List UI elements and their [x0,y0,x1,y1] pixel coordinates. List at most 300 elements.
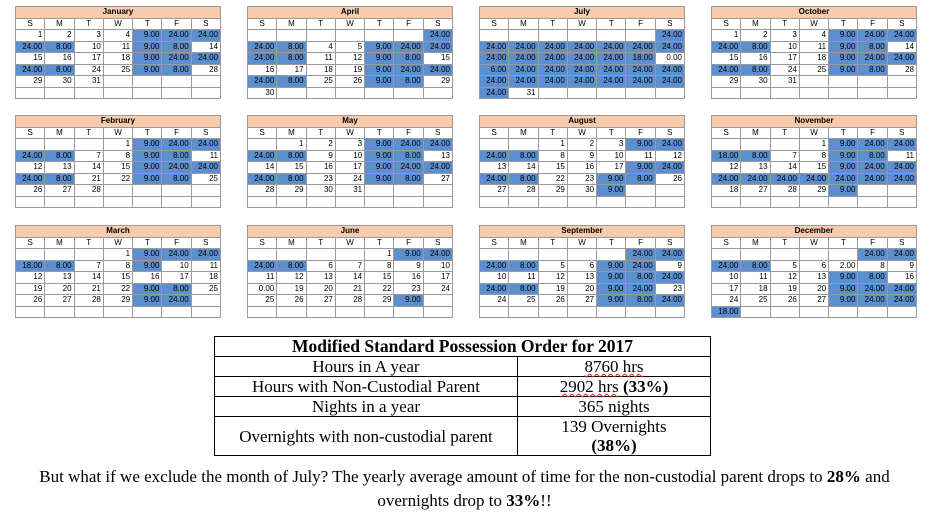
day-cell: 22 [103,283,132,295]
day-cell: 15 [712,53,741,65]
day-cell: 24.00 [423,64,452,76]
day-cell: 14 [770,162,799,174]
day-cell [365,306,394,318]
day-cell: 13 [799,272,828,284]
day-cell: 9.00 [829,185,858,197]
day-cell: 9.00 [829,41,858,53]
weekday-header: T [597,237,626,249]
day-cell: 9.00 [365,162,394,174]
day-cell: 31 [335,185,364,197]
day-cell: 19 [538,283,567,295]
day-cell: 25 [191,173,220,185]
weekday-header: M [277,127,306,139]
day-cell: 17 [277,64,306,76]
day-cell: 9.00 [365,150,394,162]
day-cell: 17 [597,162,626,174]
day-cell [741,196,770,208]
day-cell: 24.00 [394,139,423,151]
day-cell [277,30,306,42]
day-cell: 4 [799,30,828,42]
day-cell: 2 [567,139,596,151]
day-cell: 25 [306,76,335,88]
week-row [480,283,685,295]
week-row [480,41,685,53]
weekday-header: M [741,18,770,30]
day-cell: 11 [248,272,277,284]
day-cell: 13 [306,272,335,284]
day-cell [626,87,655,99]
day-cell: 15 [799,162,828,174]
summary-title-row [215,337,711,357]
day-cell [248,196,277,208]
day-cell: 11 [191,150,220,162]
weekday-header: M [741,127,770,139]
day-cell [277,249,306,261]
day-cell [191,76,220,88]
day-cell: 9.00 [133,295,162,307]
day-cell: 24.00 [887,295,916,307]
day-cell: 17 [335,162,364,174]
day-cell: 8.00 [45,150,74,162]
weekday-header: F [394,18,423,30]
day-cell: 8.00 [162,41,191,53]
day-cell: 28 [74,185,103,197]
day-cell [394,185,423,197]
day-cell: 24.00 [597,64,626,76]
week-row [712,64,917,76]
day-cell [887,196,916,208]
day-cell: 11 [509,272,538,284]
day-cell [335,30,364,42]
summary-row-hours-noncustodial [215,377,711,397]
day-cell [480,30,509,42]
day-cell [538,196,567,208]
day-cell: 3 [770,30,799,42]
day-cell [103,185,132,197]
weekday-header: S [16,127,45,139]
week-row [16,41,221,53]
day-cell: 9 [887,260,916,272]
weekday-header: S [887,127,916,139]
day-cell [16,306,45,318]
weekday-header: T [133,127,162,139]
week-row [248,53,453,65]
day-cell: 17 [74,53,103,65]
day-cell: 24.00 [567,64,596,76]
day-cell: 5 [538,260,567,272]
month-title: February [16,116,221,128]
day-cell: 18 [799,53,828,65]
day-cell: 12 [655,150,684,162]
day-cell [306,87,335,99]
day-cell [655,196,684,208]
day-cell [509,139,538,151]
weekday-header: W [103,237,132,249]
day-cell: 9 [394,260,423,272]
day-cell: 10 [162,260,191,272]
week-row [712,87,917,99]
day-cell: 17 [423,272,452,284]
day-cell: 20 [799,283,828,295]
day-cell: 29 [799,185,828,197]
day-cell: 9.00 [133,162,162,174]
day-cell [133,196,162,208]
day-cell: 18 [741,283,770,295]
day-cell: 9.00 [597,272,626,284]
day-cell [277,87,306,99]
day-cell [538,306,567,318]
day-cell: 24.00 [858,53,887,65]
month-title: December [712,226,917,238]
day-cell: 23 [394,283,423,295]
day-cell [16,249,45,261]
day-cell [829,306,858,318]
day-cell: 24.00 [799,173,828,185]
day-cell: 24.00 [480,150,509,162]
week-row [16,139,221,151]
month-calendar-july [479,6,685,99]
day-cell [770,306,799,318]
day-cell [16,139,45,151]
day-cell: 24.00 [655,162,684,174]
day-cell: 3 [335,139,364,151]
day-cell: 9 [567,150,596,162]
day-cell: 29 [103,295,132,307]
month-title: March [16,226,221,238]
day-cell: 14 [248,162,277,174]
weekday-header: S [248,127,277,139]
day-cell [858,196,887,208]
week-row [248,162,453,174]
week-row [248,260,453,272]
day-cell: 18 [191,272,220,284]
day-cell [799,76,828,88]
day-cell: 24.00 [538,64,567,76]
day-cell: 20 [567,283,596,295]
day-cell: 1 [712,30,741,42]
day-cell [277,306,306,318]
day-cell: 24.00 [509,41,538,53]
month-title: July [480,7,685,19]
day-cell: 24.00 [423,249,452,261]
day-cell: 10 [480,272,509,284]
day-cell: 24.00 [887,53,916,65]
day-cell: 13 [45,272,74,284]
day-cell: 22 [538,173,567,185]
day-cell: 9.00 [597,260,626,272]
day-cell: 24.00 [162,139,191,151]
day-cell: 10 [770,41,799,53]
day-cell: 24.00 [16,173,45,185]
day-cell: 2.00 [829,260,858,272]
weekday-header: M [509,127,538,139]
day-cell [248,139,277,151]
month-title: August [480,116,685,128]
day-cell: 26 [335,76,364,88]
day-cell: 27 [799,295,828,307]
week-row [16,249,221,261]
day-cell: 8.00 [277,53,306,65]
month-title: June [248,226,453,238]
day-cell: 5 [335,41,364,53]
day-cell: 9.00 [365,64,394,76]
day-cell: 24.00 [597,53,626,65]
week-row [248,76,453,88]
week-row [712,272,917,284]
day-cell: 9.00 [133,139,162,151]
week-row [16,64,221,76]
summary-row-nights-year [215,397,711,417]
day-cell [626,30,655,42]
day-cell: 8.00 [277,173,306,185]
day-cell [248,249,277,261]
weekday-header: W [567,127,596,139]
day-cell [162,76,191,88]
day-cell [597,306,626,318]
day-cell: 8.00 [394,150,423,162]
day-cell [858,87,887,99]
day-cell: 9.00 [133,260,162,272]
day-cell: 8 [538,150,567,162]
day-cell: 1 [799,139,828,151]
day-cell [74,249,103,261]
day-cell: 24.00 [394,162,423,174]
day-cell [133,76,162,88]
week-row [16,173,221,185]
weekday-header: T [597,18,626,30]
day-cell: 8.00 [45,173,74,185]
week-row [248,249,453,261]
day-cell: 24.00 [626,249,655,261]
day-cell: 27 [741,185,770,197]
weekday-header: M [45,127,74,139]
day-cell: 22 [365,283,394,295]
weekday-header: T [829,127,858,139]
day-cell: 8.00 [45,260,74,272]
day-cell [741,87,770,99]
day-cell: 7 [770,150,799,162]
day-cell: 8 [365,260,394,272]
day-cell: 11 [191,260,220,272]
day-cell [829,87,858,99]
day-cell [712,196,741,208]
day-cell: 14 [509,162,538,174]
day-cell: 31 [509,87,538,99]
day-cell: 11 [306,53,335,65]
day-cell: 24.00 [480,53,509,65]
day-cell: 24.00 [712,41,741,53]
week-row [480,295,685,307]
day-cell: 24.00 [858,162,887,174]
day-cell: 17 [770,53,799,65]
day-cell: 24.00 [394,64,423,76]
weekday-header: W [799,18,828,30]
day-cell [858,185,887,197]
day-cell [712,87,741,99]
week-row [712,173,917,185]
day-cell [394,30,423,42]
weekday-header: T [538,127,567,139]
day-cell: 9.00 [829,295,858,307]
weekday-header: T [133,237,162,249]
day-cell: 30 [45,76,74,88]
day-cell: 24.00 [887,173,916,185]
day-cell: 24.00 [394,41,423,53]
month-calendar-august [479,115,685,208]
day-cell: 9.00 [365,53,394,65]
day-cell: 24.00 [191,139,220,151]
day-cell: 7 [74,150,103,162]
week-row [480,173,685,185]
day-cell: 3 [74,30,103,42]
day-cell: 21 [74,283,103,295]
day-cell: 24.00 [509,76,538,88]
week-row [480,150,685,162]
weekday-header: S [712,18,741,30]
day-cell [45,87,74,99]
day-cell: 24.00 [770,173,799,185]
day-cell [45,306,74,318]
day-cell [423,87,452,99]
weekday-header: S [480,127,509,139]
day-cell: 9.00 [133,41,162,53]
day-cell: 9.00 [365,139,394,151]
day-cell: 14 [74,162,103,174]
month-calendar-february [15,115,221,208]
day-cell: 24.00 [712,173,741,185]
day-cell: 8.00 [277,76,306,88]
week-row [712,260,917,272]
day-cell [480,249,509,261]
day-cell: 9.00 [133,150,162,162]
month-title: May [248,116,453,128]
day-cell: 1 [365,249,394,261]
day-cell: 24.00 [423,139,452,151]
day-cell [103,196,132,208]
day-cell: 8.00 [626,272,655,284]
day-cell: 24.00 [16,41,45,53]
day-cell: 1 [16,30,45,42]
day-cell: 24.00 [567,53,596,65]
day-cell [597,87,626,99]
day-cell [538,87,567,99]
day-cell: 24 [712,295,741,307]
day-cell [74,87,103,99]
day-cell: 10 [74,41,103,53]
day-cell: 28 [770,185,799,197]
weekday-header: T [770,127,799,139]
day-cell: 9.00 [365,76,394,88]
day-cell: 8.00 [858,41,887,53]
day-cell: 24.00 [597,41,626,53]
day-cell [306,249,335,261]
day-cell: 19 [335,64,364,76]
day-cell: 9.00 [394,249,423,261]
day-cell: 8.00 [509,173,538,185]
month-title: September [480,226,685,238]
week-row [16,306,221,318]
weekday-header: T [829,18,858,30]
summary-row-hours-year [215,357,711,377]
day-cell: 18 [712,185,741,197]
day-cell: 9.00 [626,162,655,174]
week-row [248,87,453,99]
day-cell: 23 [655,283,684,295]
weekday-header: M [277,18,306,30]
day-cell: 24.00 [480,173,509,185]
day-cell [45,249,74,261]
day-cell: 24.00 [162,295,191,307]
day-cell: 9.00 [394,295,423,307]
weekday-header: W [335,127,364,139]
day-cell [365,196,394,208]
day-cell [365,87,394,99]
weekday-header: S [191,18,220,30]
day-cell: 15 [538,162,567,174]
day-cell: 10 [335,150,364,162]
day-cell [16,87,45,99]
day-cell [799,196,828,208]
day-cell: 31 [770,76,799,88]
day-cell: 1 [277,139,306,151]
day-cell [509,306,538,318]
day-cell: 9.00 [365,41,394,53]
week-row [16,53,221,65]
week-row [712,306,917,318]
day-cell: 24.00 [423,30,452,42]
month-calendar-december [711,225,917,318]
day-cell: 26 [655,173,684,185]
weekday-header: S [248,237,277,249]
day-cell: 9.00 [829,53,858,65]
day-cell: 24.00 [191,30,220,42]
weekday-header: T [365,127,394,139]
month-title: April [248,7,453,19]
day-cell: 15 [16,53,45,65]
weekday-header: W [799,127,828,139]
week-row [712,185,917,197]
day-cell [191,185,220,197]
day-cell: 24.00 [741,173,770,185]
summary-label: Hours with Non-Custodial Parent [215,377,518,397]
day-cell: 24.00 [480,76,509,88]
day-cell: 16 [394,272,423,284]
weekday-header: F [626,127,655,139]
day-cell: 23 [567,173,596,185]
day-cell: 20 [45,283,74,295]
day-cell: 24.00 [16,64,45,76]
week-row [480,64,685,76]
day-cell: 28 [509,185,538,197]
day-cell: 17 [162,272,191,284]
footer-note: But what if we exclude the month of July? The yearly average amount of time for the non-custodial parent drops to 28% and overnights drop to 33%!! [39,467,890,510]
day-cell: 24.00 [858,295,887,307]
day-cell: 8.00 [509,283,538,295]
day-cell: 24.00 [162,30,191,42]
day-cell [45,139,74,151]
day-cell: 9.00 [829,64,858,76]
day-cell: 24.00 [655,249,684,261]
week-row [712,283,917,295]
day-cell: 12 [16,272,45,284]
day-cell: 24.00 [423,162,452,174]
day-cell: 13 [567,272,596,284]
day-cell [741,306,770,318]
day-cell [306,306,335,318]
day-cell [162,185,191,197]
day-cell [423,295,452,307]
day-cell [74,196,103,208]
